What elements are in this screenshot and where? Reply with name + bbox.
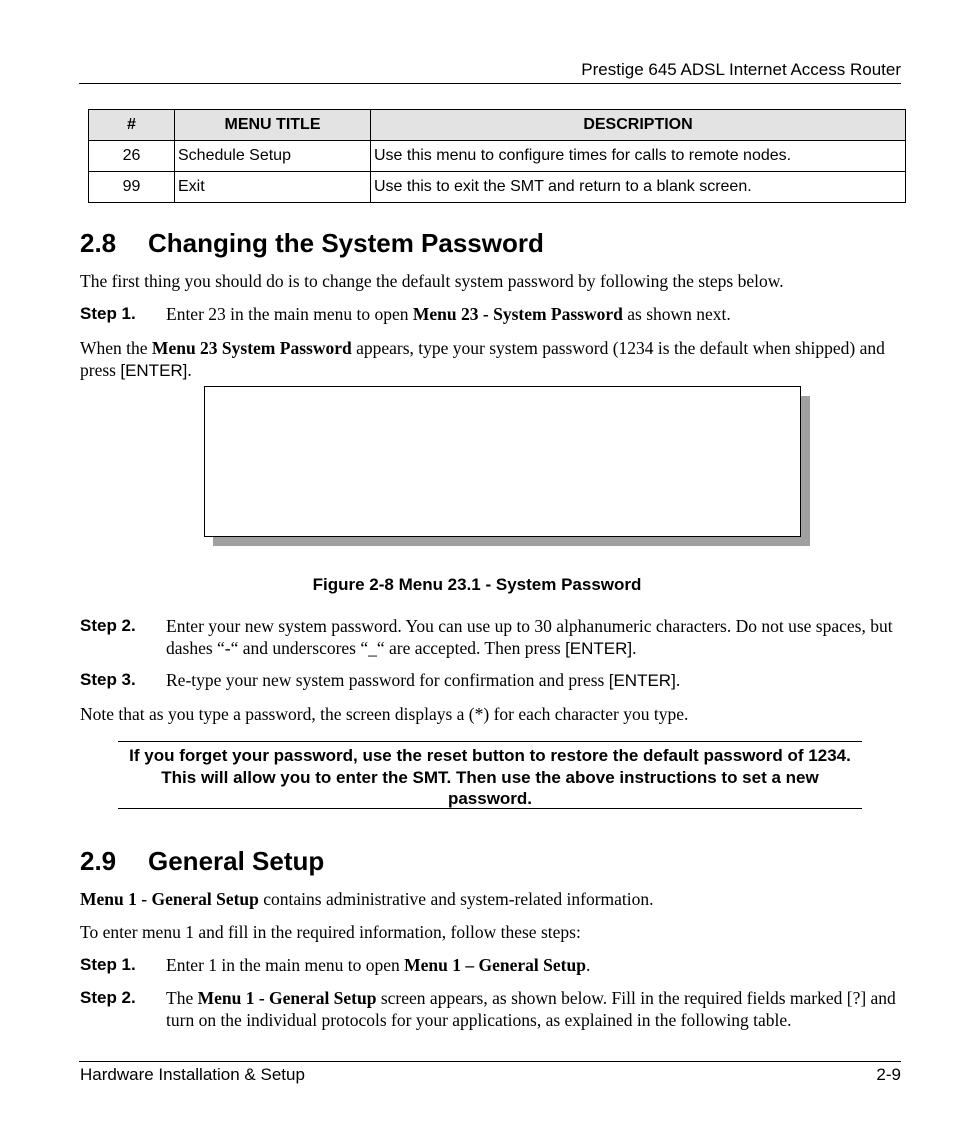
enter-key-reference: [ENTER] (120, 361, 188, 380)
table-row (89, 172, 906, 203)
header-rule (79, 83, 901, 84)
column-header-menu-title: MENU TITLE (175, 110, 371, 141)
column-header-number: # (89, 110, 175, 141)
enter-key-reference: [ENTER] (565, 639, 633, 658)
section-number: 2.9 (80, 846, 117, 876)
step-1-password (80, 303, 910, 325)
step-2-password (80, 615, 910, 660)
step-text: . (675, 670, 681, 690)
menu-table (88, 109, 906, 203)
step-text: Enter 23 in the main menu to open (166, 304, 413, 324)
menu-reference: Menu 23 - System Password (412, 304, 623, 324)
menu-reference: Menu 1 – General Setup (404, 955, 586, 975)
step-text: Enter 1 in the main menu to open (166, 955, 405, 975)
table-row (89, 141, 906, 172)
table-header-row (89, 110, 906, 141)
step-label: Step 2. (80, 988, 136, 1007)
table-cell-menu-title: Exit (175, 172, 371, 203)
footer-page-number: 2-9 (876, 1065, 901, 1084)
step-label: Step 1. (80, 304, 136, 323)
step-label: Step 2. (80, 616, 136, 635)
password-reset-note: If you forget your password, use the reset button to restore the default password of 1234. This will allow you to enter the SMT. Then use the above instructions to set a new password. (118, 741, 862, 809)
enter-key-reference: [ENTER] (608, 671, 676, 690)
figure-caption: Figure 2-8 Menu 23.1 - System Password (312, 575, 642, 594)
section-title: Changing the System Password (148, 228, 544, 258)
step-text: . (585, 955, 591, 975)
table-cell-menu-title: Schedule Setup (175, 141, 371, 172)
figure-screen-frame (204, 386, 801, 537)
document-header-title: Prestige 645 ADSL Internet Access Router (581, 60, 901, 79)
section-heading-2-9 (80, 846, 324, 877)
asterisk-note-paragraph: Note that as you type a password, the screen displays a (*) for each character you type. (80, 704, 689, 724)
step-1-general-setup (80, 954, 910, 976)
step-text: . (632, 638, 637, 658)
step-text: The (166, 988, 198, 1008)
menu23-paragraph (80, 337, 910, 382)
step-2-general-setup (80, 987, 910, 1031)
intro-paragraph: The first thing you should do is to change the default system password by following the steps below. (80, 271, 784, 291)
step-text: as shown next. (622, 304, 731, 324)
footer-rule (79, 1061, 901, 1062)
section-heading-2-8 (80, 228, 544, 259)
table-cell-description: Use this to exit the SMT and return to a blank screen. (371, 172, 906, 203)
step-text: screen appears, as shown below. Fill in the required fields marked [?] and turn on the individual protocols for your applications, as explained in the following table. (166, 988, 896, 1030)
section-title: General Setup (148, 846, 325, 876)
step-text: Enter your new system password. You can use up to 30 alphanumeric characters. Do not use spaces, but dashes “-“ and underscores “_“ are accepted. Then press (166, 616, 893, 658)
general-setup-intro (80, 888, 910, 910)
table-cell-description: Use this menu to configure times for calls to remote nodes. (371, 141, 906, 172)
general-setup-instructions: To enter menu 1 and fill in the required information, follow these steps: (80, 922, 581, 942)
paragraph-text: contains administrative and system-related information. (258, 889, 654, 909)
step-label: Step 1. (80, 955, 136, 974)
table-cell-number: 99 (89, 172, 175, 203)
paragraph-text: When the (80, 338, 152, 358)
paragraph-text: appears, type your system password (1234 is the default when shipped) and press (80, 338, 885, 380)
step-3-password (80, 669, 910, 692)
paragraph-text: . (187, 360, 192, 380)
menu-reference: Menu 23 System Password (151, 338, 352, 358)
menu-reference: Menu 1 - General Setup (80, 889, 259, 909)
footer-chapter-title: Hardware Installation & Setup (80, 1065, 305, 1084)
section-number: 2.8 (80, 228, 117, 258)
step-text: Re-type your new system password for confirmation and press (166, 670, 609, 690)
column-header-description: DESCRIPTION (371, 110, 906, 141)
step-label: Step 3. (80, 670, 136, 689)
menu-reference: Menu 1 - General Setup (197, 988, 377, 1008)
table-cell-number: 26 (89, 141, 175, 172)
